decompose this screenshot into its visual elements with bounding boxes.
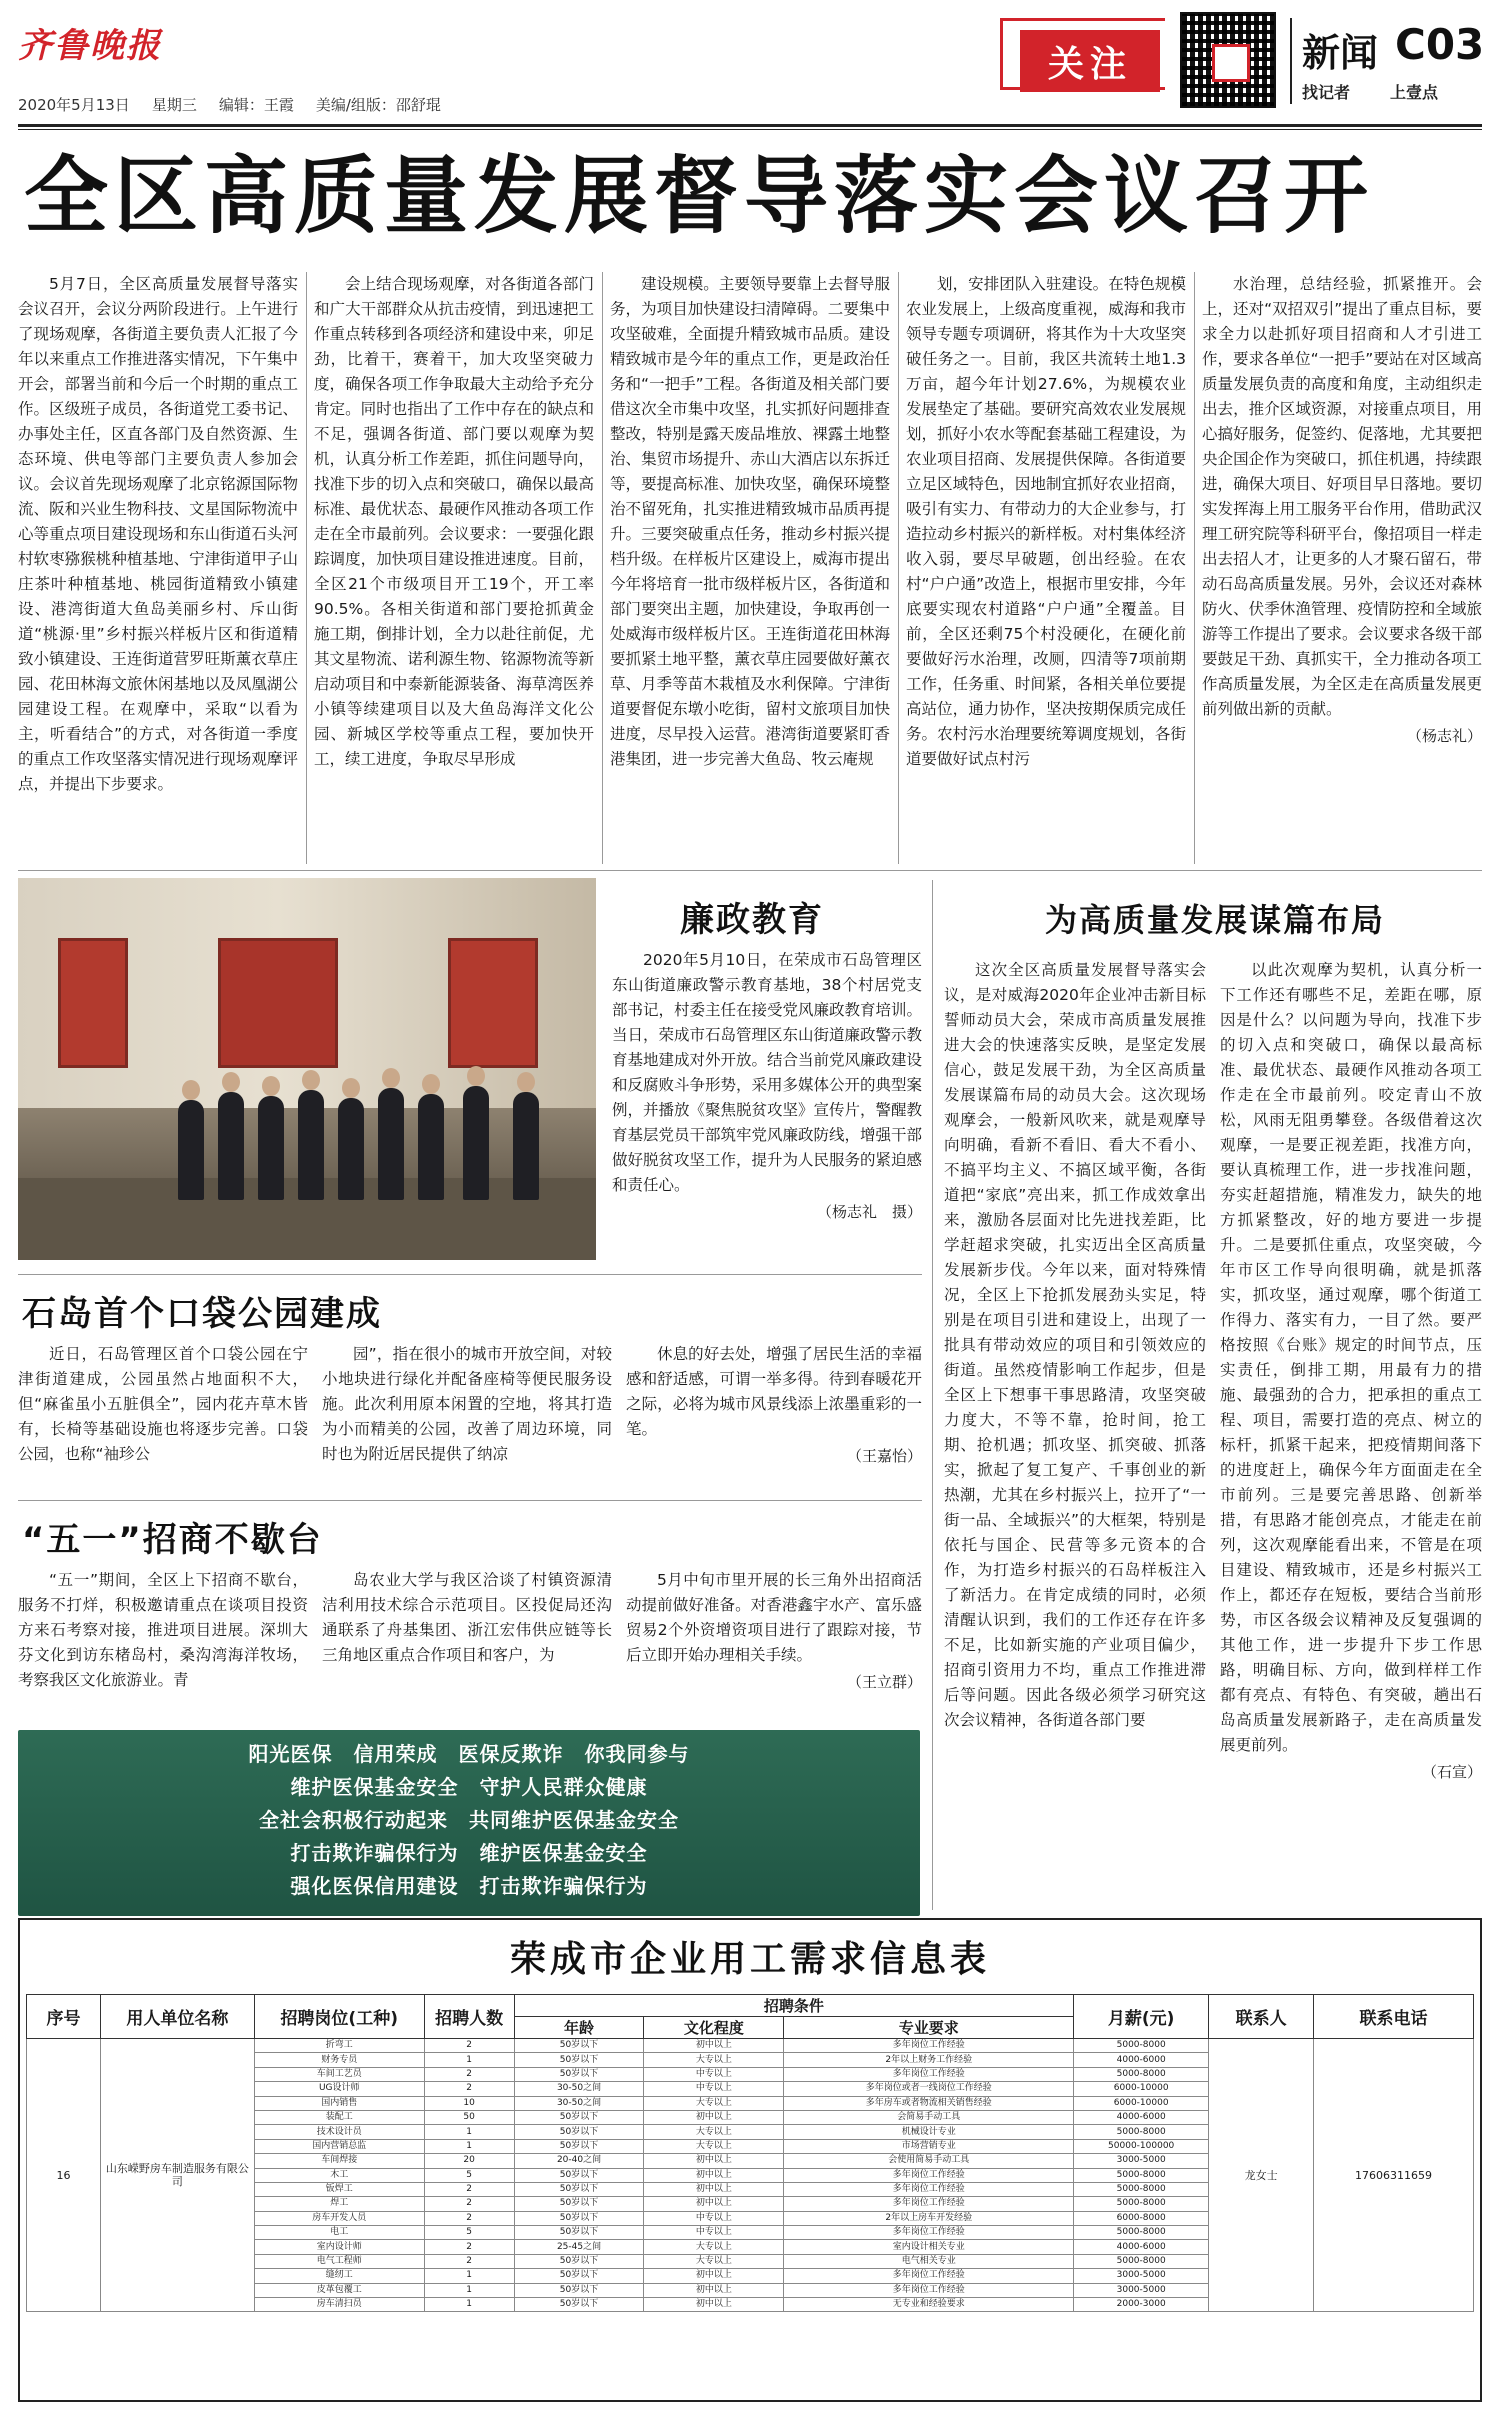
slogan-line: 阳光医保 信用荣成 医保反欺诈 你我同参与 xyxy=(248,1742,690,1766)
education-cell: 初中以上 xyxy=(644,2039,784,2053)
salary-cell: 5000-8000 xyxy=(1074,2226,1209,2240)
col-header-major: 专业要求 xyxy=(784,2017,1074,2039)
investment-title: “五一”招商不歇台 xyxy=(22,1520,323,1560)
major-cell: 多年岗位工作经验 xyxy=(784,2067,1074,2081)
strategy-text-1: 这次全区高质量发展督导落实会议，是对威海2020年企业冲击新目标誓师动员大会，荣成市高质量发展推进大会的快速落实反映，是坚定发展信心，鼓足发展干劲，为全区高质量发展谋篇布局的动员大会。这次现场观摩会，一般新风吹来，就是观摩导向明确，看新不看旧、看大不看小、不搞平均主义、不搞区域平衡，各街道把“家底”亮出来，抓工作成效拿出来，激励各层面对比先进找差距，比学赶超求突破，扎实迈出全区高质量发展新步伐。今年以来，面对特殊情况，全区上下抢抓发展劲头实足，特别是在项目引进和建设上，出现了一批具有带动效应的项目和引领效应的街道。虽然疫情影响工作起步，但是全区上下想事干事思路清，攻坚突破力度大，不等不靠，抢时间，抢工期、抢机遇；抓攻坚、抓突破、抓落实，掀起了复工复产、千事创业的新热潮，尤其在乡村振兴上，拉开了“一街一品、全域振兴”的大框架，特别是依托与国企、民营等多元资本的合作，为打造乡村振兴的石岛样板注入了新活力。在肯定成绩的同时，必须清醒认识到，我们的工作还存在许多不足，比如新实施的产业项目偏少，招商引资用力不均，重点工作推进滞后等问题。因此各级必须学习研究这次会议精神，各街道各部门要 xyxy=(944,961,1206,1729)
strategy-title: 为高质量发展谋篇布局 xyxy=(1045,901,1386,939)
page-number: C03 xyxy=(1395,20,1485,69)
position-cell: 国内营销总监 xyxy=(254,2139,424,2153)
main-article-signature: （杨志礼） xyxy=(1406,727,1482,745)
education-cell: 大专以上 xyxy=(644,2096,784,2110)
photo-person xyxy=(378,1088,404,1200)
salary-cell: 50000-100000 xyxy=(1074,2139,1209,2153)
salary-cell: 5000-8000 xyxy=(1074,2182,1209,2196)
education-cell: 大专以上 xyxy=(644,2254,784,2268)
count-cell: 10 xyxy=(424,2096,514,2110)
col-header-salary: 月薪(元) xyxy=(1074,1995,1209,2039)
column-divider xyxy=(306,272,307,864)
photo-display-panel xyxy=(58,938,128,1068)
main-article-col-3 xyxy=(610,272,890,864)
education-cell: 中专以上 xyxy=(644,2082,784,2096)
issue-date: 2020年5月13日 xyxy=(18,96,130,114)
age-cell: 50岁以下 xyxy=(514,2053,644,2067)
age-cell: 50岁以下 xyxy=(514,2067,644,2081)
main-article-text-5: 水治理，总结经验，抓紧推开。会上，还对“双招双引”提出了重点目标，要求全力以赴抓好项目招商和人才引进工作，要求各单位“一把手”要站在对区域高质量发展负责的高度和角度，主动组织走出去，推介区域资源，对接重点项目，用心搞好服务，促签约、促落地，尤其要把央企国企作为突破口，抓住机遇，持续跟进，确保大项目、好项目早日落地。要切实发挥海上用工服务平台作用，借助武汉理工研究院等科研平台，像招项目一样走出去招人才，让更多的人才聚石留石，带动石岛高质量发展。另外，会议还对森林防火、伏季休渔管理、疫情防控和全域旅游等工作提出了要求。会议要求各级干部要鼓足干劲、真抓实干，全力推动各项工作高质量发展，为全区走在高质量发展更前列做出新的贡献。 xyxy=(1202,275,1482,718)
position-cell: 房车清扫员 xyxy=(254,2298,424,2312)
major-cell: 电气相关专业 xyxy=(784,2254,1074,2268)
count-cell: 1 xyxy=(424,2283,514,2297)
col-header-company: 用人单位名称 xyxy=(100,1995,254,2039)
reporter-label-2: 上壹点 xyxy=(1390,83,1439,102)
major-cell: 多年岗位工作经验 xyxy=(784,2283,1074,2297)
col-header-count: 招聘人数 xyxy=(424,1995,514,2039)
park-col-3 xyxy=(626,1342,922,1492)
col-header-conditions: 招聘条件 xyxy=(514,1995,1074,2017)
header-rule xyxy=(18,124,1482,127)
count-cell: 1 xyxy=(424,2139,514,2153)
age-cell: 50岁以下 xyxy=(514,2226,644,2240)
salary-cell: 5000-8000 xyxy=(1074,2197,1209,2211)
major-cell: 多年岗位工作经验 xyxy=(784,2269,1074,2283)
position-cell: 缝纫工 xyxy=(254,2269,424,2283)
count-cell: 2 xyxy=(424,2240,514,2254)
job-table-title: 荣成市企业用工需求信息表 xyxy=(509,1938,990,1980)
major-cell: 会使用简易手动工具 xyxy=(784,2154,1074,2168)
section-divider xyxy=(18,870,1482,871)
education-cell: 大专以上 xyxy=(644,2240,784,2254)
count-cell: 5 xyxy=(424,2168,514,2182)
position-cell: 车间工艺员 xyxy=(254,2067,424,2081)
section-name: 新闻 xyxy=(1302,31,1379,75)
main-article-text-2: 会上结合现场观摩，对各街道各部门和广大干部群众从抗击疫情，到迅速把工作重点转移到各项经济和建设中来，卯足劲，比着干，赛着干，加大攻坚突破力度，确保各项工作争取最大主动给予充分肯定。同时也指出了工作中存在的缺点和不足，强调各街道、部门要以观摩为契机，认真分析工作差距，抓住问题导向，找准下步的切入点和突破口，确保以最高标准、最优状态、最硬作风推动各项工作走在全市最前列。会议要求：一要强化跟踪调度，加快项目建设推进速度。目前，全区21个市级项目开工19个，开工率90.5%。各相关街道和部门要抢抓黄金施工期，倒排计划，全力以赴往前促，尤其文星物流、诺利源生物、铭源物流等新启动项目和中泰新能源装备、海草湾医养小镇等续建项目以及大鱼岛海洋文化公园、新城区学校等重点工程，要加快开工，续工进度，争取尽早形成 xyxy=(314,275,594,768)
position-cell: 室内设计师 xyxy=(254,2240,424,2254)
salary-cell: 3000-5000 xyxy=(1074,2154,1209,2168)
page-headline: 全区高质量发展督导落实会议召开 xyxy=(24,147,1375,245)
education-cell: 初中以上 xyxy=(644,2154,784,2168)
photo-display-panel xyxy=(448,938,538,1068)
investment-text-3: 5月中旬市里开展的长三角外出招商活动提前做好准备。对香港鑫宇水产、富乐盛贸易2个外资增资项目进行了跟踪对接，节后立即开始办理相关手续。 xyxy=(626,1571,922,1664)
investment-text-2: 岛农业大学与我区洽谈了村镇资源清洁利用技术综合示范项目。区投促局还沟通联系了舟基集团、浙江宏伟供应链等长三角地区重点合作项目和客户，为 xyxy=(322,1571,612,1664)
salary-cell: 5000-8000 xyxy=(1074,2254,1209,2268)
age-cell: 50岁以下 xyxy=(514,2110,644,2124)
major-cell: 多年房车或者物流相关销售经验 xyxy=(784,2096,1074,2110)
editor-credit: 编辑：王霞 xyxy=(218,96,294,114)
dateline xyxy=(18,94,441,115)
job-table-body xyxy=(27,2039,1474,2312)
contact-person: 龙女士 xyxy=(1209,2039,1314,2312)
lianzheng-text: 2020年5月10日，在荣成市石岛管理区东山街道廉政警示教育基地，38个村居党支部书记，村委主任在接受党风廉政教育培训。当日，荣成市石岛管理区东山街道廉政警示教育基地建成对外开放。结合当前党风廉政建设和反腐败斗争形势，采用多媒体公开的典型案例，并播放《聚焦脱贫攻坚》宣传片，警醒教育基层党员干部筑牢党风廉政防线，增强干部做好脱贫攻坚工作，提升为人民服务的紧迫感和责任心。 xyxy=(612,951,922,1194)
major-cell: 会简易手动工具 xyxy=(784,2110,1074,2124)
major-cell: 多年岗位工作经验 xyxy=(784,2226,1074,2240)
position-cell: UG设计师 xyxy=(254,2082,424,2096)
strategy-signature: （石宣） xyxy=(1421,1763,1482,1781)
position-cell: 国内销售 xyxy=(254,2096,424,2110)
main-article-col-4 xyxy=(906,272,1186,864)
position-cell: 车间焊接 xyxy=(254,2154,424,2168)
section-divider xyxy=(18,1500,922,1501)
photo-person xyxy=(178,1100,204,1200)
col-header-age: 年龄 xyxy=(514,2017,644,2039)
count-cell: 2 xyxy=(424,2039,514,2053)
major-cell: 2年以上房车开发经验 xyxy=(784,2211,1074,2225)
news-photo xyxy=(18,878,596,1260)
position-cell: 电气工程师 xyxy=(254,2254,424,2268)
park-text-1: 近日，石岛管理区首个口袋公园在宁津街道建成，公园虽然占地面积不大，但“麻雀虽小五脏俱全”，园内花卉草木皆有，长椅等基础设施也将逐步完善。口袋公园，也称“袖珍公 xyxy=(18,1345,308,1463)
position-cell: 技术设计员 xyxy=(254,2125,424,2139)
slogan-line: 强化医保信用建设 打击欺诈骗保行为 xyxy=(290,1874,648,1898)
education-cell: 中专以上 xyxy=(644,2067,784,2081)
position-cell: 装配工 xyxy=(254,2110,424,2124)
major-cell: 多年岗位工作经验 xyxy=(784,2039,1074,2053)
salary-cell: 6000-10000 xyxy=(1074,2096,1209,2110)
age-cell: 50岁以下 xyxy=(514,2168,644,2182)
age-cell: 50岁以下 xyxy=(514,2139,644,2153)
section-tag: 关注 xyxy=(1020,30,1160,92)
salary-cell: 3000-5000 xyxy=(1074,2283,1209,2297)
major-cell: 机械设计专业 xyxy=(784,2125,1074,2139)
major-cell: 多年岗位或者一线岗位工作经验 xyxy=(784,2082,1074,2096)
designer-credit: 美编/组版：邵舒琨 xyxy=(315,96,441,114)
reporter-hotline xyxy=(1302,80,1438,103)
investment-col-3 xyxy=(626,1568,922,1718)
education-cell: 初中以上 xyxy=(644,2110,784,2124)
lianzheng-signature: （杨志礼 摄） xyxy=(816,1203,922,1221)
education-cell: 大专以上 xyxy=(644,2139,784,2153)
table-row xyxy=(27,2039,1474,2053)
salary-cell: 5000-8000 xyxy=(1074,2067,1209,2081)
company-name: 山东嵘野房车制造服务有限公司 xyxy=(100,2039,254,2312)
column-divider xyxy=(898,272,899,864)
photo-person xyxy=(258,1096,284,1200)
photo-person xyxy=(298,1090,324,1200)
slogan-banner xyxy=(18,1730,920,1916)
count-cell: 20 xyxy=(424,2154,514,2168)
col-header-contact: 联系人 xyxy=(1209,1995,1314,2039)
count-cell: 50 xyxy=(424,2110,514,2124)
education-cell: 初中以上 xyxy=(644,2182,784,2196)
col-header-position: 招聘岗位(工种) xyxy=(254,1995,424,2039)
count-cell: 5 xyxy=(424,2226,514,2240)
reporter-label-1: 找记者 xyxy=(1302,83,1351,102)
count-cell: 2 xyxy=(424,2067,514,2081)
age-cell: 20-40之间 xyxy=(514,2154,644,2168)
age-cell: 50岁以下 xyxy=(514,2211,644,2225)
age-cell: 50岁以下 xyxy=(514,2298,644,2312)
issue-weekday: 星期三 xyxy=(151,96,197,114)
photo-person xyxy=(463,1086,489,1200)
education-cell: 初中以上 xyxy=(644,2197,784,2211)
section-divider xyxy=(18,1274,922,1275)
age-cell: 50岁以下 xyxy=(514,2254,644,2268)
main-article-text-3: 建设规模。主要领导要靠上去督导服务，为项目加快建设扫清障碍。二要集中攻坚破难，全面提升精致城市品质。建设精致城市是今年的重点工作，更是政治任务和“一把手”工程。各街道及相关部门要借这次全市集中攻坚，扎实抓好问题排查整改，特别是露天废品堆放、裸露土地整治、集贸市场提升、赤山大酒店以东拆迁等，要提高标准、加快攻坚，确保环境整治不留死角，扎实推进精致城市品质再提升。三要突破重点任务，推动乡村振兴提档升级。在样板片区建设上，威海市提出今年将培育一批市级样板片区，各街道和部门要突出主题，加快建设，争取再创一处威海市级样板片区。王连街道花田林海要抓紧土地平整，薰衣草庄园要做好薰衣草、月季等苗木栽植及水利保障。宁津街道要督促东墩小吃街，留村文旅项目加快进度，尽早投入运营。港湾街道要紧盯香港集团，进一步完善大鱼岛、牧云庵规 xyxy=(610,275,890,768)
salary-cell: 4000-6000 xyxy=(1074,2110,1209,2124)
photo-person xyxy=(218,1092,244,1200)
header-divider xyxy=(1290,18,1292,104)
count-cell: 1 xyxy=(424,2269,514,2283)
count-cell: 1 xyxy=(424,2053,514,2067)
major-cell: 多年岗位工作经验 xyxy=(784,2182,1074,2196)
company-no: 16 xyxy=(27,2039,101,2312)
col-header-no: 序号 xyxy=(27,1995,101,2039)
strategy-col-2 xyxy=(1220,958,1482,1908)
position-cell: 电工 xyxy=(254,2226,424,2240)
salary-cell: 6000-8000 xyxy=(1074,2211,1209,2225)
education-cell: 大专以上 xyxy=(644,2125,784,2139)
investment-col-1 xyxy=(18,1568,308,1718)
education-cell: 初中以上 xyxy=(644,2283,784,2297)
qr-code-icon[interactable] xyxy=(1180,12,1276,108)
contact-phone[interactable]: 17606311659 xyxy=(1314,2039,1474,2312)
park-col-1 xyxy=(18,1342,308,1492)
age-cell: 30-50之间 xyxy=(514,2082,644,2096)
slogan-line: 打击欺诈骗保行为 维护医保基金安全 xyxy=(290,1841,648,1865)
salary-cell: 5000-8000 xyxy=(1074,2125,1209,2139)
age-cell: 50岁以下 xyxy=(514,2269,644,2283)
position-cell: 焊工 xyxy=(254,2197,424,2211)
investment-text-1: “五一”期间，全区上下招商不歇台，服务不打烊，积极邀请重点在谈项目投资方来石考察对接，推进项目进展。深圳大芬文化到访东楮岛村，桑沟湾海洋牧场，考察我区文化旅游业。青 xyxy=(18,1571,308,1689)
age-cell: 30-50之间 xyxy=(514,2096,644,2110)
strategy-text-2: 以此次观摩为契机，认真分析一下工作还有哪些不足，差距在哪，原因是什么？以问题为导向，找准下步的切入点和突破口，确保以最高标准、最优状态、最硬作风推动各项工作走在全市最前列。咬定青山不放松，风雨无阻勇攀登。各级借着这次观摩，一是要正视差距，找准方向，要认真梳理工作，进一步找准问题，夯实赶超措施，精准发力，缺失的地方抓紧整改，好的地方要进一步提升。二是要抓住重点，攻坚突破，今年市区工作导向很明确，就是抓落实，抓攻坚，通过观摩，哪个街道工作得力、落实有力，一目了然。要严格按照《台账》规定的时间节点，压实责任，倒排工期，用最有力的措施、最强劲的合力，把承担的重点工程、项目，需要打造的亮点、树立的标杆，抓紧干起来，把疫情期间落下的进度赶上，确保今年方面面走在全市前列。三是要完善思路、创新举措，有思路才能创亮点，才能走在前列，这次观摩能看出来，不管是在项目建设、精致城市，还是乡村振兴工作上，都还存在短板，要结合当前形势，市区各级会议精神及反复强调的其他工作，进一步提升下步工作思路，明确目标、方向，做到样样工作都有亮点、有特色、有突破，趟出石岛高质量发展新路子，走在高质量发展更前列。 xyxy=(1220,961,1482,1754)
main-article-text-1: 5月7日，全区高质量发展督导落实会议召开，会议分两阶段进行。上午进行了现场观摩，各街道主要负责人汇报了今年以来重点工作推进落实情况，下午集中开会，部署当前和今后一个时期的重点工作。区级班子成员，各街道党工委书记、办事处主任，区直各部门及自然资源、生态环境、供电等部门主要负责人参加会议。会议首先现场观摩了北京铭源国际物流、阪和兴业生物科技、文星国际物流中心等重点项目建设现场和东山街道石头河村软枣猕猴桃种植基地、宁津街道甲子山庄茶叶种植基地、桃园街道精致小镇建设、港湾街道大鱼岛美丽乡村、斥山街道“桃源·里”乡村振兴样板片区和街道精致小镇建设、王连街道营罗旺斯薰衣草庄园、花田林海文旅休闲基地以及凤凰湖公园建设工程。在观摩中，采取“以看为主，听看结合”的方式，对各街道一季度的重点工作攻坚落实情况进行现场观摩评点，并提出下步要求。 xyxy=(18,275,298,793)
education-cell: 中专以上 xyxy=(644,2226,784,2240)
position-cell: 木工 xyxy=(254,2168,424,2182)
park-text-2: 园”，指在很小的城市开放空间，对较小地块进行绿化并配备座椅等便民服务设施。此次利用原本闲置的空地，将其打造为小而精美的公园，改善了周边环境，同时也为附近居民提供了纳凉 xyxy=(322,1345,612,1463)
park-signature: （王嘉怡） xyxy=(846,1447,922,1465)
salary-cell: 5000-8000 xyxy=(1074,2039,1209,2053)
salary-cell: 2000-3000 xyxy=(1074,2298,1209,2312)
main-article-col-2 xyxy=(314,272,594,864)
investment-col-2 xyxy=(322,1568,612,1718)
major-cell: 多年岗位工作经验 xyxy=(784,2168,1074,2182)
age-cell: 50岁以下 xyxy=(514,2125,644,2139)
count-cell: 1 xyxy=(424,2298,514,2312)
count-cell: 2 xyxy=(424,2182,514,2196)
major-cell: 市场营销专业 xyxy=(784,2139,1074,2153)
photo-person xyxy=(513,1092,539,1200)
age-cell: 25-45之间 xyxy=(514,2240,644,2254)
lianzheng-title: 廉政教育 xyxy=(680,900,824,940)
salary-cell: 5000-8000 xyxy=(1074,2168,1209,2182)
salary-cell: 3000-5000 xyxy=(1074,2269,1209,2283)
education-cell: 初中以上 xyxy=(644,2168,784,2182)
job-table xyxy=(26,1994,1474,2312)
masthead-logo: 齐鲁晚报 xyxy=(18,26,162,66)
education-cell: 初中以上 xyxy=(644,2269,784,2283)
salary-cell: 4000-6000 xyxy=(1074,2240,1209,2254)
count-cell: 1 xyxy=(424,2125,514,2139)
count-cell: 2 xyxy=(424,2211,514,2225)
count-cell: 2 xyxy=(424,2197,514,2211)
column-divider xyxy=(932,880,933,1910)
count-cell: 2 xyxy=(424,2082,514,2096)
photo-person xyxy=(418,1094,444,1200)
position-cell: 折弯工 xyxy=(254,2039,424,2053)
column-divider xyxy=(1194,272,1195,864)
major-cell: 多年岗位工作经验 xyxy=(784,2197,1074,2211)
investment-signature: （王立群） xyxy=(846,1673,922,1691)
col-header-education: 文化程度 xyxy=(644,2017,784,2039)
job-table-section xyxy=(18,1918,1482,2402)
park-text-3: 休息的好去处，增强了居民生活的幸福感和舒适感，可谓一举多得。待到春暖花开之际，必将为城市风景线添上浓墨重彩的一笔。 xyxy=(626,1345,922,1438)
park-col-2 xyxy=(322,1342,612,1492)
age-cell: 50岁以下 xyxy=(514,2197,644,2211)
age-cell: 50岁以下 xyxy=(514,2283,644,2297)
major-cell: 2年以上财务工作经验 xyxy=(784,2053,1074,2067)
education-cell: 中专以上 xyxy=(644,2211,784,2225)
education-cell: 初中以上 xyxy=(644,2298,784,2312)
position-cell: 财务专员 xyxy=(254,2053,424,2067)
slogan-line: 全社会积极行动起来 共同维护医保基金安全 xyxy=(259,1808,679,1832)
lianzheng-body xyxy=(612,948,922,1268)
major-cell: 无专业和经验要求 xyxy=(784,2298,1074,2312)
age-cell: 50岁以下 xyxy=(514,2182,644,2196)
header-rule-thin xyxy=(18,129,1482,130)
col-header-phone: 联系电话 xyxy=(1314,1995,1474,2039)
park-title: 石岛首个口袋公园建成 xyxy=(22,1294,382,1334)
column-divider xyxy=(602,272,603,864)
main-article-col-1 xyxy=(18,272,298,864)
salary-cell: 4000-6000 xyxy=(1074,2053,1209,2067)
main-article-col-5 xyxy=(1202,272,1482,864)
salary-cell: 6000-10000 xyxy=(1074,2082,1209,2096)
slogan-line: 维护医保基金安全 守护人民群众健康 xyxy=(290,1775,648,1799)
strategy-col-1 xyxy=(944,958,1206,1908)
photo-display-panel xyxy=(218,938,338,1068)
photo-person xyxy=(338,1098,364,1200)
count-cell: 2 xyxy=(424,2254,514,2268)
position-cell: 钣焊工 xyxy=(254,2182,424,2196)
main-article-text-4: 划，安排团队入驻建设。在特色规模农业发展上，上级高度重视，威海和我市领导专题专项调研，将其作为十大攻坚突破任务之一。目前，我区共流转土地1.3万亩，超今年计划27.6%，为规模农业发展垫定了基础。要研究高效农业发展规划，抓好小农水等配套基础工程建设，为农业项目招商、发展提供保障。各街道要立足区域特色，因地制宜抓好农业招商，吸引有实力、有带动力的大企业参与，打造拉动乡村振兴的新样板。对村集体经济收入弱，要尽早破题，创出经验。在农村“户户通”改造上，根据市里安排，今年底要实现农村道路“户户通”全覆盖。目前，全区还剩75个村没硬化，在硬化前要做好污水治理，改厕，四清等7项前期工作，任务重、时间紧，各相关单位要提高站位，通力协作，坚决按期保质完成任务。农村污水治理要统筹调度规划，各街道要做好试点村污 xyxy=(906,275,1186,768)
position-cell: 房车开发人员 xyxy=(254,2211,424,2225)
position-cell: 皮革包覆工 xyxy=(254,2283,424,2297)
age-cell: 50岁以下 xyxy=(514,2039,644,2053)
major-cell: 室内设计相关专业 xyxy=(784,2240,1074,2254)
education-cell: 大专以上 xyxy=(644,2053,784,2067)
